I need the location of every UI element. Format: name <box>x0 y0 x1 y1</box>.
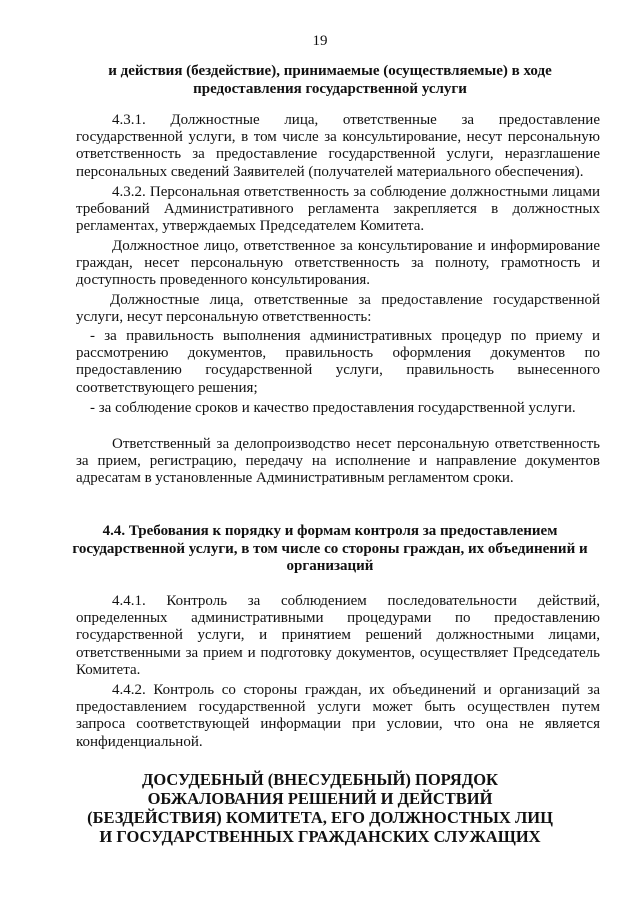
paragraph-4-3-2: 4.3.2. Персональная ответственность за соблюдение должностными лицами требований Административного регламента закрепляется в должностных регламентах, утверждаемых Председателем Комитета. <box>76 184 600 235</box>
heading-4-4: 4.4. Требования к порядку и формам контроля за предоставлением государственной услуги, в том числе со стороны граждан, их объединений и организаций <box>72 523 588 574</box>
top-heading: и действия (бездействие), принимаемые (осуществляемые) в ходе предоставления государственной услуги <box>108 63 552 97</box>
list-item-procedures: - за правильность выполнения административных процедур по приему и рассмотрению документов, правильность оформления документов по предоставлению государственной услуги, правильность вынесенного соответствующего решения; <box>76 328 600 396</box>
page-number: 19 <box>312 33 328 49</box>
paragraph-4-4-1: 4.4.1. Контроль за соблюдением последовательности действий, определенных административными процедурами по предоставлению государственной услуги, и принятием решений должностными лицами, ответственными за прием и подготовку документов, осуществляет Председатель Комитета. <box>76 593 600 678</box>
paragraph-records-responsibility: Ответственный за делопроизводство несет персональную ответственность за прием, регистрацию, передачу на исполнение и направление документов адресатам в установленные Административным регламентом сроки. <box>76 436 600 487</box>
section-title: ДОСУДЕБНЫЙ (ВНЕСУДЕБНЫЙ) ПОРЯДОК ОБЖАЛОВАНИЯ РЕШЕНИЙ И ДЕЙСТВИЙ (БЕЗДЕЙСТВИЯ) КОМИТЕТА, ЕГО ДОЛЖНОСТНЫХ ЛИЦ И ГОСУДАРСТВЕННЫХ ГРАЖДАНСКИХ СЛУЖАЩИХ <box>87 770 553 846</box>
list-item-deadlines: - за соблюдение сроков и качество предоставления государственной услуги. <box>90 400 576 416</box>
paragraph-consultant-responsibility: Должностное лицо, ответственное за консультирование и информирование граждан, несет персональную ответственность за полноту, грамотность и доступность проведенного консультирования. <box>76 238 600 289</box>
paragraph-4-3-1: 4.3.1. Должностные лица, ответственные за предоставление государственной услуги, в том числе за консультирование, несут персональную ответственность за предоставление государственной услуги, неразглашение персональных сведений Заявителей (получателей материального обеспечения). <box>76 112 600 180</box>
paragraph-officials-responsibility: Должностные лица, ответственные за предоставление государственной услуги, несут персональную ответственность: <box>76 292 600 326</box>
paragraph-4-4-2: 4.4.2. Контроль со стороны граждан, их объединений и организаций за предоставлением государственной услуги может быть осуществлен путем запроса соответствующей информации при условии, что она не является конфиденциальной. <box>76 682 600 750</box>
